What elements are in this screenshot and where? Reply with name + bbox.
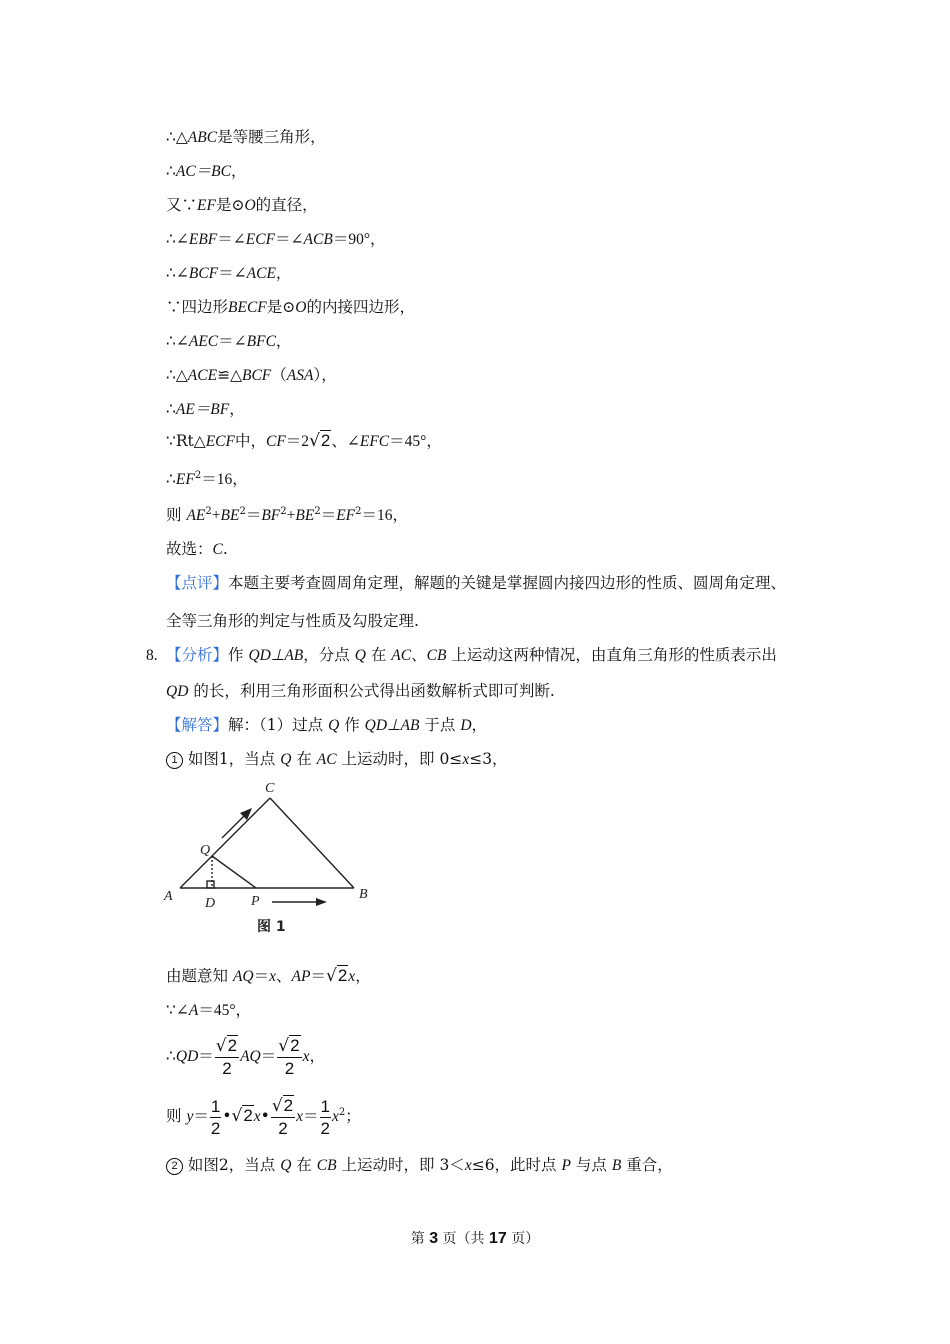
answer-tag: 【解答】 [166,716,229,734]
line-right-angles: ∴∠EBF＝∠ECF＝∠ACB＝90°， [166,230,386,248]
page-number: 3 [429,1230,439,1247]
line-case1: 1 如图1，当点 Q 在 AC 上运动时，即 0≤x≤3， [166,749,508,770]
label-d: D [205,896,216,911]
line-ac-eq-bc: ∴AC＝BC， [166,162,247,180]
line-bcf-eq-ace: ∴∠BCF＝∠ACE， [166,264,292,282]
page-footer: 第 3 页（共 17 页） [410,1230,540,1247]
comment-tag: 【点评】 [166,574,229,592]
line-case2: 2 如图2，当点 Q 在 CB 上运动时，即 3＜x≤6，此时点 P 与点 B 重合， [166,1155,673,1176]
line-choice: 故选：C. [166,540,228,558]
fraction-sqrt2-over-2: $\frac{√2}{2}$ [215,1036,238,1078]
line-cyclic-quad: ∵四边形BECF是⊙O的内接四边形， [166,298,415,316]
line-given: 由题意知 AQ＝x、AP＝√2x， [166,966,371,986]
line-answer: 【解答】解：（1）过点 Q 作 QD⊥AB 于点 D， [166,716,488,734]
page-total: 17 [489,1230,507,1247]
label-p: P [251,894,260,909]
line-qd-value: ∴QD＝ $\frac{√2}{2}$ AQ＝ $\frac{√2}{2}$ x， [166,1036,325,1078]
side-ac [180,798,270,888]
fraction-sqrt2-over-2: $\frac{√2}{2}$ [271,1096,294,1138]
sqrt-2: √2 [309,431,331,451]
label-q: Q [200,843,211,858]
line-analysis-cont: QD 的长，利用三角形面积公式得出函数解析式即可判断. [166,682,555,700]
question-number: 8. [146,647,158,664]
line-ef-squared: $\therefore EF^2=16$， [166,470,248,488]
sqrt-2: √2 [231,1106,253,1126]
circled-number-2: 2 [166,1158,183,1175]
figure-1-diagram [160,774,380,944]
fraction-one-half: $\frac{1}{2}$ [210,1096,221,1138]
segment-qp [212,856,256,888]
line-analysis: 【分析】作 QD⊥AB，分点 Q 在 AC、CB 上运动这两种情况，由直角三角形的性质表示出 [166,646,777,664]
line-ae-eq-bf: ∴AE＝BF， [166,400,245,418]
line-congruent: ∴△ACE≌△BCF（ASA）， [166,366,337,384]
label-c: C [265,781,275,796]
right-angle-mark [207,881,214,888]
side-cb [270,798,354,888]
line-aec-eq-bfc: ∴∠AEC＝∠BFC， [166,332,292,350]
arrowhead-ab [316,898,327,906]
figure-caption: 图 1 [257,919,286,935]
analysis-tag: 【分析】 [166,646,229,664]
line-isosceles: ∴△ABC是等腰三角形， [166,128,326,146]
circled-number-1: 1 [166,752,183,769]
line-y-expression: 则 y＝ $\frac{1}{2}$ •√2x• $\frac{√2}{2}$ x＝ $\frac{1}{2}$ $x^2$； [166,1096,361,1138]
line-angle-a: ∵∠A＝45°， [166,1001,252,1019]
line-rt-ecf: ∵Rt△ECF中，CF＝2√2、∠EFC＝45°， [166,431,442,451]
sqrt-2: √2 [325,966,348,986]
fraction-one-half: $\frac{1}{2}$ [320,1096,331,1138]
label-b: B [359,887,368,902]
line-comment-cont: 全等三角形的判定与性质及勾股定理. [166,612,419,630]
line-diameter: 又∵EF是⊙O的直径， [166,196,318,214]
line-sum-squares: 则 $AE^2+BE^2=BF^2+BE^2=EF^2=16$， [166,506,409,524]
fraction-sqrt2-over-2: $\frac{√2}{2}$ [278,1036,300,1078]
label-a: A [164,889,173,904]
line-comment: 【点评】本题主要考查圆周角定理，解题的关键是掌握圆内接四边形的性质、圆周角定理、 [166,574,787,592]
